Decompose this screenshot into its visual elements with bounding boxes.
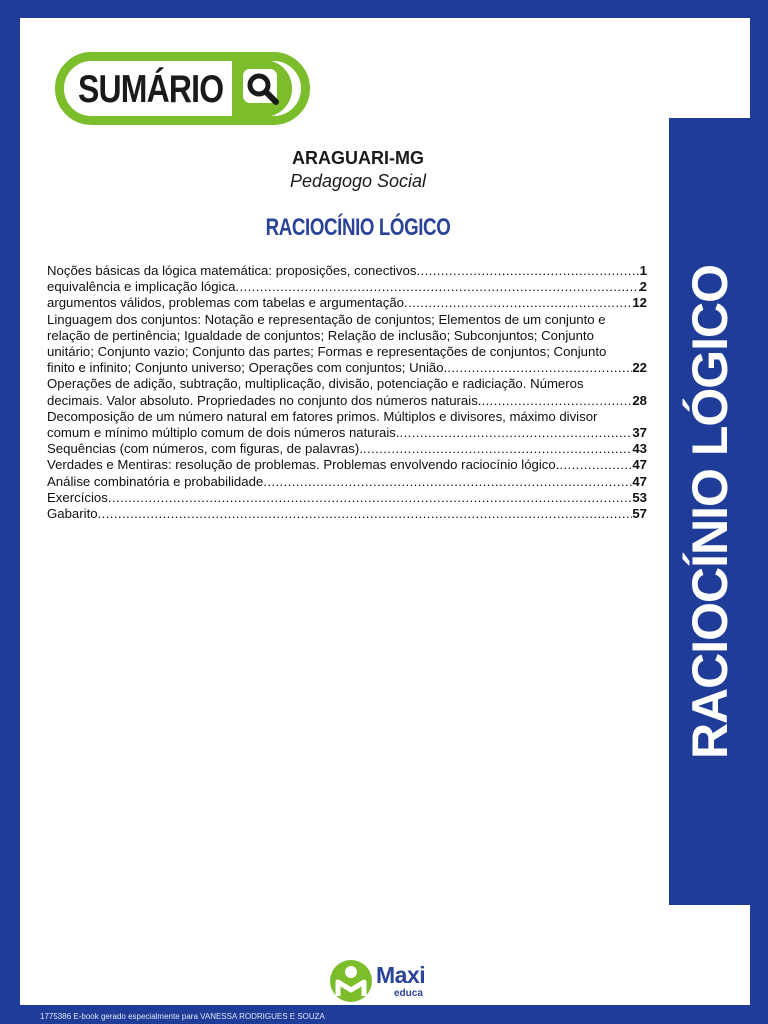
toc-entry: [47, 441, 647, 457]
toc-leader-dots: [400, 425, 633, 441]
toc-entry-row: [47, 295, 647, 311]
brand-subtitle: educa: [394, 988, 423, 999]
toc-entry-row: [47, 457, 647, 473]
toc-entry: [47, 376, 647, 408]
side-banner-text: RACIOCÍNIO LÓGICO: [681, 264, 738, 759]
toc-page-number: 47: [632, 457, 647, 473]
toc-entry-text: Sequências (com números, com figuras, de palavras).: [47, 441, 363, 457]
toc-page-number: 37: [632, 425, 647, 441]
toc-entry-text: unitário; Conjunto vazio; Conjunto das partes; Formas e representações de conjuntos; Conjunto: [47, 344, 607, 360]
toc-entry: [47, 263, 647, 279]
section-title: RACIOCÍNIO LÓGICO: [265, 214, 451, 241]
page-title: ARAGUARI-MG: [292, 148, 424, 168]
brand-logo: [330, 960, 440, 1000]
toc-entry-row: [47, 506, 647, 522]
side-banner: [669, 118, 750, 905]
toc-page-number: 22: [632, 360, 647, 376]
toc-page-number: 43: [632, 441, 647, 457]
toc-entry-text: comum e mínimo múltiplo comum de dois números naturais.: [47, 425, 400, 441]
toc-entry-row: [47, 441, 647, 457]
toc-page-number: 47: [632, 473, 647, 489]
toc-leader-dots: [481, 393, 632, 409]
toc-entry: [47, 279, 647, 295]
toc-leader-dots: [447, 360, 632, 376]
toc-page-number: 28: [632, 392, 647, 408]
toc-entry-row: [47, 490, 647, 506]
toc-leader-dots: [559, 457, 632, 473]
toc-entry: [47, 474, 647, 490]
maxi-person-icon: [330, 960, 372, 1002]
brand-name: Maxi: [376, 962, 426, 988]
toc-entry-row: [47, 360, 647, 376]
toc-entry-row: [47, 263, 647, 279]
toc-entry-text: Noções básicas da lógica matemática: proposições, conectivos: [47, 263, 417, 278]
toc-entry-text: finito e infinito; Conjunto universo; Operações com conjuntos; União.: [47, 360, 448, 376]
summary-logo-text: SUMÁRIO: [78, 68, 224, 111]
toc-entry-text: Operações de adição, subtração, multiplicação, divisão, potenciação e radiciação. Números: [47, 376, 584, 392]
toc-leader-dots: [235, 279, 639, 295]
toc-entry: [47, 457, 647, 473]
toc-entry-text: argumentos válidos, problemas com tabelas e argumentação: [47, 295, 404, 311]
magnifier-icon: [238, 63, 288, 113]
toc-entry-row: [47, 279, 647, 295]
footer-note: 1775386 E-book gerado especialmente para VANESSA RODRIGUES E SOUZA: [40, 1012, 325, 1021]
toc-entry-text: Linguagem dos conjuntos: Notação e representação de conjuntos; Elementos de um conjunto e: [47, 311, 606, 327]
toc-leader-dots: [98, 506, 633, 522]
toc-entry-text: Análise combinatória e probabilidade: [47, 473, 264, 489]
toc-entry-text: decimais. Valor absoluto. Propriedades no conjunto dos números naturais.: [47, 392, 482, 408]
toc-entry-text: Exercícios: [47, 489, 108, 505]
toc-entry-text: Decomposição de um número natural em fatores primos. Múltiplos e divisores, máximo divisor: [47, 408, 598, 424]
toc-entry-text: equivalência e implicação lógica: [47, 279, 236, 295]
toc-leader-dots: [363, 441, 632, 457]
toc-entry-text: Verdades e Mentiras: resolução de problemas. Problemas envolvendo raciocínio lógico.: [47, 457, 560, 473]
toc-leader-dots: [416, 263, 639, 279]
toc-page-number: 2: [639, 279, 647, 295]
toc-entry: [47, 409, 647, 441]
toc-entry-text: relação de pertinência; Igualdade de conjuntos; Relação de inclusão; Subconjuntos; Conjunto: [47, 327, 594, 343]
toc-page-number: 1: [639, 263, 647, 278]
toc-entry-text: Gabarito: [47, 506, 98, 522]
toc-page-number: 12: [632, 295, 647, 311]
toc-entry: [47, 490, 647, 506]
toc-leader-dots: [404, 295, 632, 311]
toc-entry: [47, 295, 647, 311]
toc-leader-dots: [108, 490, 633, 506]
page-subtitle: Pedagogo Social: [289, 171, 427, 191]
toc-entry-row: [47, 474, 647, 490]
table-of-contents: [47, 263, 647, 522]
toc-entry-row: [47, 425, 647, 441]
toc-page-number: 53: [632, 489, 647, 505]
toc-entry-row: [47, 393, 647, 409]
toc-page-number: 57: [632, 506, 647, 522]
toc-leader-dots: [263, 474, 632, 490]
toc-entry: [47, 506, 647, 522]
toc-entry: [47, 312, 647, 377]
